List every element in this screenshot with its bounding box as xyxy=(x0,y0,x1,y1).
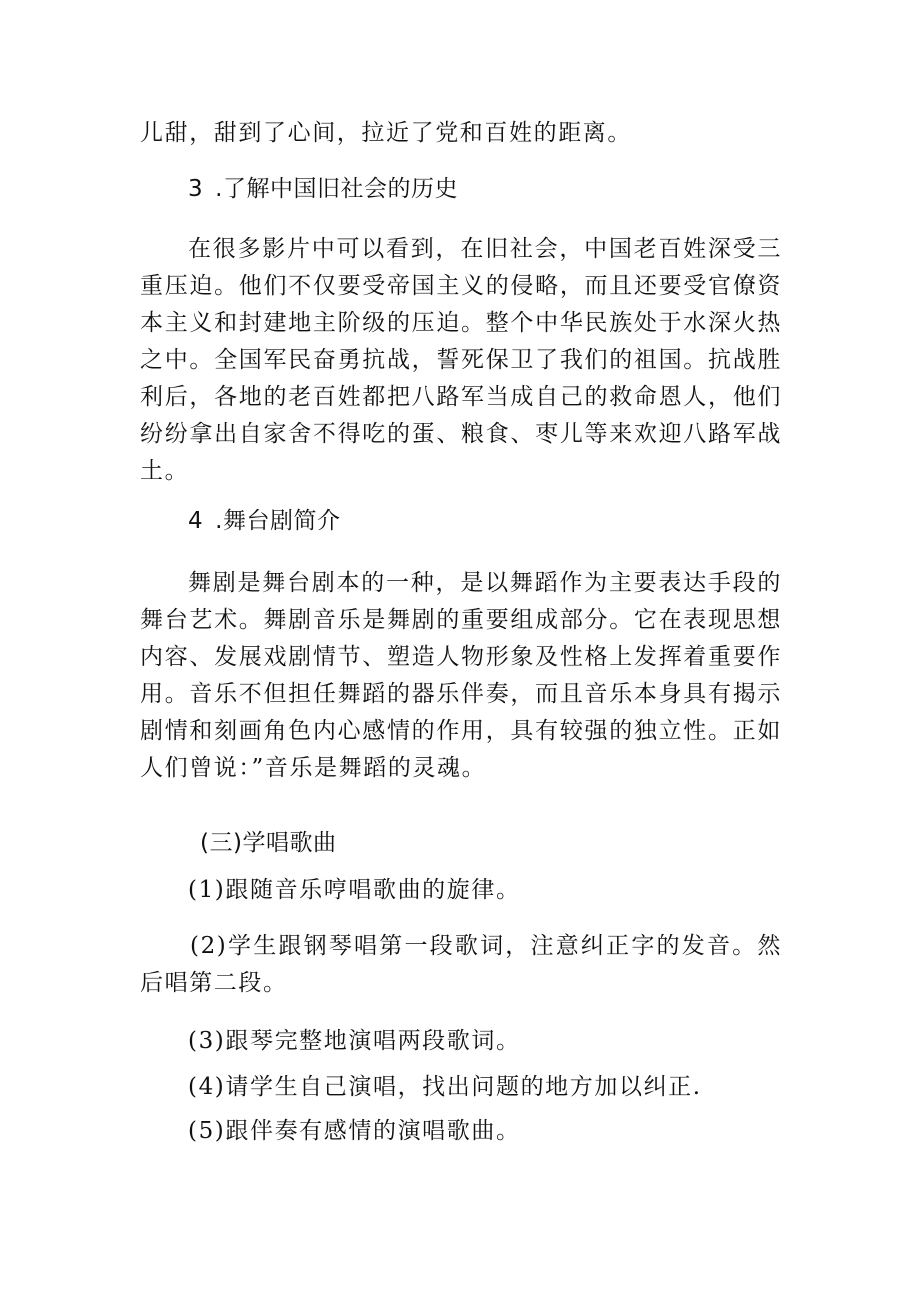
step-item: (5)跟伴奏有感情的演唱歌曲。 xyxy=(188,1118,521,1144)
step-item: (3)跟琴完整地演唱两段歌词。 xyxy=(188,1028,521,1054)
paragraph-dance-drama: 舞剧是舞台剧本的一种，是以舞蹈作为主要表达手段的舞台艺术。舞剧音乐是舞剧的重要组成部分。它在表现思想内容、发展戏剧情节、塑造人物形象及性格上发挥着重要作用。音乐不但担任舞蹈的器乐伴奏，而且音乐本身具有揭示剧情和刻画角色内心感情的作用，具有较强的独立性。正如人们曾说：”音乐是舞蹈的灵魂。 xyxy=(140,570,782,781)
section-title: .了解中国旧社会的历史 xyxy=(215,176,458,202)
section-heading-4 xyxy=(188,506,340,536)
section-number: 3 xyxy=(188,176,204,202)
step-item: (2)学生跟钢琴唱第一段歌词，注意纠正字的发音。然后唱第二段。 xyxy=(140,933,782,996)
section-heading-learn-song: (三)学唱歌曲 xyxy=(200,830,337,856)
section-number: 4 xyxy=(188,508,204,534)
paragraph-continuation: 儿甜，甜到了心间，拉近了党和百姓的距离。 xyxy=(140,120,632,146)
section-heading-3 xyxy=(188,174,458,204)
step-item: (4)请学生自己演唱，找出问题的地方加以纠正. xyxy=(188,1074,702,1100)
section-title: .舞台剧简介 xyxy=(215,508,341,534)
paragraph-history: 在很多影片中可以看到，在旧社会，中国老百姓深受三重压迫。他们不仅要受帝国主义的侵略，而且还要受官僚资本主义和封建地主阶级的压迫。整个中华民族处于水深火热之中。全国军民奋勇抗战，誓死保卫了我们的祖国。抗战胜利后，各地的老百姓都把八路军当成自己的救命恩人，他们纷纷拿出自家舍不得吃的蛋、粮食、枣儿等来欢迎八路军战土。 xyxy=(140,236,782,484)
step-item: (1)跟随音乐哼唱歌曲的旋律。 xyxy=(188,877,521,903)
